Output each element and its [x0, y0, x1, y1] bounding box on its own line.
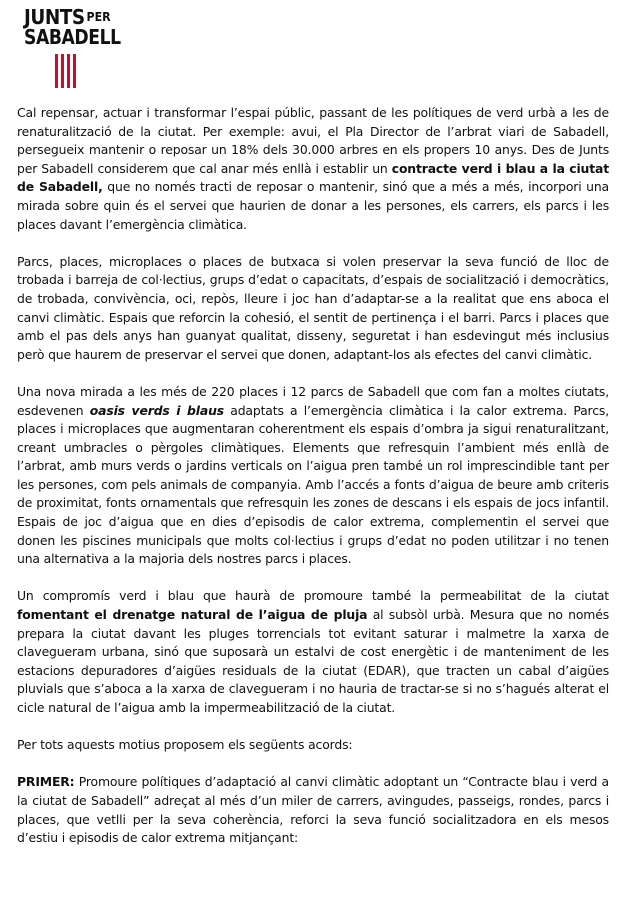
- paragraph-text: al subsòl urbà. Mesura que no només prepara la ciutat davant les pluges torrencials tot evitant saturar i malmetre la xarxa de clavegueram urbana, sinó que suposarà un estalvi de cost energètic i de manteniment de les estacions depuradores d’aigües residuals de la ciutat (EDAR), que tracten un cabal d’aigües pluvials que s’aboca a la xarxa de clavegueram i no hauria de tractar-se si no s’hagués alterat el cicle natural de l’aigua amb la impermeabilització de la ciutat.: [17, 607, 609, 715]
- paragraph-text: Promoure polítiques d’adaptació al canvi climàtic adoptant un “Contracte blau i verd a la ciutat de Sabadell” adreçat al més d’un miler de carrers, avingudes, passeigs, rondes, parcs i places, que vetlli per la seva coherència, reforci la seva funció socialitzadora en els mesos d’estiu i episodis de calor extrema mitjançant:: [17, 774, 609, 846]
- paragraph: [17, 587, 609, 717]
- paragraph-text: Cal repensar, actuar i transformar l’espai públic, passant de les polítiques de verd urbà a les de renaturalització de la ciutat. Per exemple: avui, el Pla Director de l’arbrat viari de Sabadell, persegueix mantenir o reposar un 18% dels 30.000 arbres en els propers 10 anys. Des de Junts per Sabadell considerem que cal anar més enllà i establir un: [17, 105, 609, 176]
- paragraph: [17, 383, 609, 569]
- paragraph-text: Parcs, places, microplaces o places de butxaca si volen preservar la seva funció de lloc de trobada i barreja de col·lectius, grups d’edat o capacitats, d’espais de socialització i democràtics, de trobada, convivència, oci, repòs, lleure i joc han d’adaptar-se a la realitat que ens aboca el canvi climàtic. Espais que reforcin la cohesió, el sentit de pertinença i el barri. Parcs i places que amb el pas dels anys han guanyat qualitat, disseny, seguretat i han esdevingut més inclusius però que haurem de preservar el servei que donen, adaptant-los als efectes del canvi climàtic.: [17, 253, 609, 362]
- paragraph-text: Una nova mirada a les més de 220 places i 12 parcs de Sabadell que com fan a moltes ciutats, esdevenen: [17, 383, 609, 418]
- logo-stripes-icon: [55, 54, 76, 88]
- bold-text: fomentant el drenatge natural de l’aigua de pluja: [17, 607, 368, 623]
- paragraph: [17, 736, 609, 755]
- paragraph-text: Per tots aquests motius proposem els següents acords:: [17, 737, 353, 753]
- bold-text: contracte verd i blau a la ciutat de Sabadell,: [17, 160, 609, 195]
- logo-word-per: PER: [86, 10, 111, 24]
- paragraph: [17, 773, 609, 847]
- logo-stripe: [55, 54, 58, 88]
- logo-stripe: [73, 54, 76, 88]
- emphasis-text: oasis verds i blaus: [89, 402, 224, 418]
- document-body: [17, 104, 609, 866]
- paragraph: [17, 253, 609, 365]
- logo-word-sabadell: SABADELL: [24, 25, 121, 49]
- logo-word-junts: JUNTS: [24, 5, 85, 29]
- logo-stripe: [61, 54, 64, 88]
- paragraph: [17, 104, 609, 234]
- paragraph-text: que no només tracti de reposar o mantenir, sinó que a més a més, incorpori una mirada sobre quin és el servei que haurien de donar a les persones, els carrers, els parcs i les places davant l’emergència climàtica.: [17, 179, 610, 232]
- logo-stripe: [67, 54, 70, 88]
- bold-text: PRIMER:: [17, 774, 75, 790]
- junts-per-sabadell-logo: [24, 5, 121, 88]
- paragraph-text: adaptats a l’emergència climàtica i la calor extrema. Parcs, places i microplaces que augmentaran coherentment els espais d’ombra ja sigui renaturalitzant, creant umbracles o pèrgoles climàtiques. Elements que refresquin l’ambient més enllà de l’arbrat, amb murs verds o jardins verticals on l’aigua pren també un rol imprescindible tant per les persones, com pels animals de companyia. Amb l’accés a fonts d’aigua de beure amb criteris de proximitat, fonts ornamentals que refresquin les zones de descans i els espais de jocs infantil. Espais de joc d’aigua que en dies d’episodis de calor extrema, complementin el servei que donen les piscines municipals que molts col·lectius i grups d’edat no poden utilitzar i no tenen una alternativa a la majoria dels nostres parcs i places.: [17, 402, 609, 567]
- paragraph-text: Un compromís verd i blau que haurà de promoure també la permeabilitat de la ciutat: [17, 588, 609, 604]
